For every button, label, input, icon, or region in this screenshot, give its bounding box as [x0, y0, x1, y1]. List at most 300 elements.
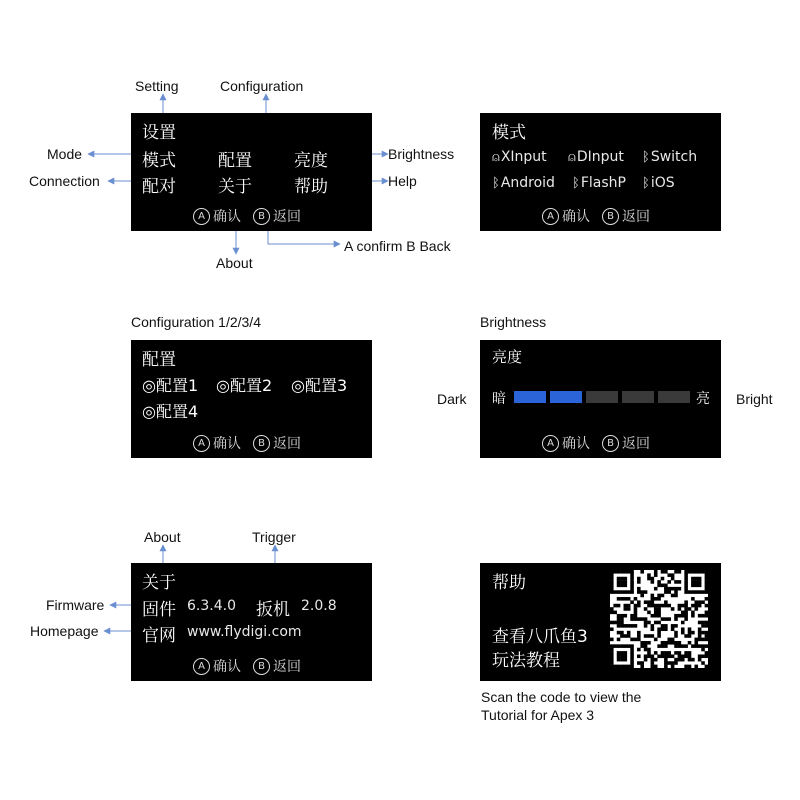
qr-module [610, 590, 614, 594]
qr-module [624, 597, 628, 601]
bright-char: 亮 [696, 391, 710, 407]
qr-module [671, 638, 675, 642]
mode-option-switch[interactable] [642, 149, 697, 165]
label-bright: Bright [736, 391, 773, 407]
bluetooth-icon: ᛒ [642, 176, 650, 191]
qr-module [613, 604, 617, 608]
about-title: 关于 [142, 573, 176, 593]
qr-module [671, 587, 675, 591]
qr-module [627, 590, 631, 594]
qr-module [624, 658, 628, 662]
qr-module [705, 570, 708, 574]
callout-configuration: Configuration [220, 78, 304, 94]
qr-module [627, 597, 631, 601]
config-item-1[interactable] [142, 373, 198, 396]
radio-icon: ◎ [291, 376, 305, 395]
settings-screen [131, 113, 372, 231]
qr-module [630, 590, 634, 594]
qr-module [657, 611, 661, 615]
qr-module [620, 631, 624, 635]
qr-module [637, 617, 641, 621]
qr-module [678, 614, 682, 618]
b-button-icon: B [253, 208, 270, 225]
qr-module [667, 661, 671, 665]
qr-module [694, 570, 698, 574]
qr-module [664, 600, 668, 604]
qr-module [684, 573, 688, 577]
qr-module [671, 577, 675, 581]
qr-module [688, 651, 692, 655]
mode-option-android[interactable] [492, 175, 555, 191]
qr-module [647, 654, 651, 658]
qr-module [684, 611, 688, 615]
qr-module [688, 590, 692, 594]
qr-module [698, 654, 702, 658]
qr-module [674, 631, 678, 635]
qr-module [691, 577, 695, 581]
qr-module [610, 654, 614, 658]
qr-module [701, 600, 705, 604]
b-button-icon: B [602, 435, 619, 452]
qr-module [640, 644, 644, 648]
qr-module [657, 597, 661, 601]
brightness-segment[interactable] [586, 391, 618, 403]
help-line-1: 查看八爪鱼3 [492, 627, 588, 647]
qr-module [651, 654, 655, 658]
back-hint[interactable]: 返回 [273, 209, 301, 225]
qr-module [657, 654, 661, 658]
qr-module [701, 631, 705, 635]
qr-module [667, 654, 671, 658]
qr-module [694, 600, 698, 604]
menu-item-brightness[interactable]: 亮度 [294, 151, 328, 171]
qr-module [678, 651, 682, 655]
qr-module [664, 651, 668, 655]
qr-module [694, 641, 698, 645]
qr-module [651, 658, 655, 662]
menu-item-help[interactable]: 帮助 [294, 177, 328, 197]
qr-module [684, 654, 688, 658]
qr-module [647, 648, 651, 652]
qr-module [684, 577, 688, 581]
qr-module [620, 665, 624, 668]
qr-module [651, 577, 655, 581]
qr-module [644, 624, 648, 628]
qr-module [644, 617, 648, 621]
qr-module [694, 577, 698, 581]
firmware-key: 固件 [142, 600, 176, 620]
qr-module [674, 587, 678, 591]
qr-module [617, 658, 621, 662]
qr-module [630, 661, 634, 665]
a-button-icon: A [193, 658, 210, 675]
qr-module [624, 644, 628, 648]
a-button-icon: A [193, 208, 210, 225]
qr-module [630, 580, 634, 584]
qr-module [651, 604, 655, 608]
footer-hints [542, 206, 650, 226]
help-title: 帮助 [492, 573, 526, 593]
qr-module [701, 590, 705, 594]
qr-module [624, 577, 628, 581]
qr-module [620, 590, 624, 594]
qr-module [694, 584, 698, 588]
qr-module [640, 617, 644, 621]
qr-module [644, 621, 648, 625]
back-hint[interactable]: 返回 [273, 659, 301, 675]
qr-module [654, 658, 658, 662]
callout-brightness: Brightness [388, 146, 455, 162]
mode-option-dinput[interactable] [568, 149, 624, 165]
mode-option-label: FlashP [580, 175, 626, 191]
qr-module [678, 580, 682, 584]
qr-module [620, 651, 624, 655]
qr-module [678, 658, 682, 662]
qr-module [681, 611, 685, 615]
qr-module [661, 651, 665, 655]
callout-setting: Setting [135, 78, 179, 94]
qr-module [617, 644, 621, 648]
mode-option-flashp[interactable] [572, 175, 626, 191]
qr-module [691, 584, 695, 588]
qr-module [647, 611, 651, 615]
qr-module [620, 621, 624, 625]
qr-module [674, 614, 678, 618]
help-screen [480, 563, 721, 681]
qr-module [624, 580, 628, 584]
qr-module [705, 665, 708, 668]
mode-screen [480, 113, 721, 231]
qr-module [624, 584, 628, 588]
qr-module [691, 570, 695, 574]
qr-module [620, 617, 624, 621]
qr-module [644, 658, 648, 662]
qr-module [688, 631, 692, 635]
qr-module [674, 570, 678, 574]
qr-module [624, 654, 628, 658]
qr-module [701, 621, 705, 625]
qr-module [644, 600, 648, 604]
back-hint[interactable]: 返回 [622, 209, 650, 225]
qr-module [701, 648, 705, 652]
qr-module [701, 614, 705, 618]
qr-module [634, 604, 638, 608]
trigger-key: 扳机 [256, 600, 290, 620]
qr-module [674, 624, 678, 628]
qr-module [617, 584, 621, 588]
qr-module [620, 658, 624, 662]
qr-module [640, 570, 644, 574]
qr-module [624, 614, 628, 618]
qr-module [617, 570, 621, 574]
qr-module [613, 570, 617, 574]
qr-module [651, 634, 655, 638]
qr-module [664, 665, 668, 668]
mode-title: 模式 [492, 123, 526, 143]
qr-module [630, 648, 634, 652]
qr-module [681, 621, 685, 625]
qr-module [644, 644, 648, 648]
brightness-screen [480, 340, 721, 458]
qr-module [701, 644, 705, 648]
qr-module [667, 604, 671, 608]
homepage-value[interactable]: www.flydigi.com [187, 624, 302, 640]
qr-module [654, 621, 658, 625]
qr-module [637, 661, 641, 665]
brightness-segment[interactable] [514, 391, 546, 403]
qr-module [664, 584, 668, 588]
qr-module [637, 648, 641, 652]
radio-icon: ◎ [142, 402, 156, 421]
back-hint[interactable]: 返回 [273, 436, 301, 452]
qr-module [701, 624, 705, 628]
qr-module [630, 570, 634, 574]
qr-module [661, 654, 665, 658]
qr-module [617, 665, 621, 668]
qr-module [678, 644, 682, 648]
qr-module [684, 584, 688, 588]
qr-module [654, 604, 658, 608]
qr-module [610, 570, 614, 574]
qr-module [705, 597, 708, 601]
qr-module [678, 604, 682, 608]
qr-module [688, 627, 692, 631]
qr-module [620, 597, 624, 601]
qr-module [691, 631, 695, 635]
b-button-icon: B [602, 208, 619, 225]
qr-module [630, 651, 634, 655]
qr-module [698, 584, 702, 588]
qr-module [698, 614, 702, 618]
qr-module [684, 570, 688, 574]
qr-module [694, 607, 698, 611]
mode-option-xinput[interactable] [492, 149, 547, 165]
bluetooth-icon: ᛒ [492, 176, 500, 191]
qr-module [688, 570, 692, 574]
menu-item-mode[interactable]: 模式 [142, 151, 176, 171]
confirm-hint[interactable]: 确认 [213, 659, 241, 675]
qr-module [624, 651, 628, 655]
qr-module [620, 614, 624, 618]
mode-option-label: XInput [500, 149, 547, 165]
qr-module [705, 590, 708, 594]
qr-module [627, 644, 631, 648]
qr-module [630, 584, 634, 588]
qr-module [691, 597, 695, 601]
qr-module [637, 580, 641, 584]
qr-module [644, 590, 648, 594]
config-item-label: 配置1 [155, 376, 199, 395]
callout-confirm-back: A confirm B Back [344, 238, 451, 254]
qr-module [681, 604, 685, 608]
qr-module [630, 573, 634, 577]
menu-item-about[interactable]: 关于 [218, 177, 252, 197]
qr-module [705, 587, 708, 591]
qr-module [671, 607, 675, 611]
qr-module [610, 644, 614, 648]
qr-module [678, 570, 682, 574]
gamepad-icon: ⍝ [568, 150, 576, 165]
qr-module [698, 570, 702, 574]
qr-module [647, 573, 651, 577]
menu-item-pair[interactable]: 配对 [142, 177, 176, 197]
qr-module [684, 587, 688, 591]
settings-title: 设置 [142, 123, 176, 143]
radio-icon: ◎ [142, 376, 156, 395]
brightness-segment[interactable] [550, 391, 582, 403]
qr-module [617, 597, 621, 601]
callout-help: Help [388, 173, 417, 189]
qr-module [630, 577, 634, 581]
qr-module [651, 627, 655, 631]
qr-module [698, 577, 702, 581]
qr-module [684, 634, 688, 638]
qr-module [651, 600, 655, 604]
qr-module [630, 587, 634, 591]
qr-module [657, 621, 661, 625]
qr-module [624, 665, 628, 668]
qr-module [671, 661, 675, 665]
qr-module [647, 641, 651, 645]
qr-module [613, 665, 617, 668]
qr-module [637, 577, 641, 581]
mode-option-label: Android [500, 175, 555, 191]
qr-module [654, 611, 658, 615]
qr-module [644, 654, 648, 658]
qr-module [705, 573, 708, 577]
qr-module [705, 614, 708, 618]
qr-module [664, 658, 668, 662]
brightness-segment[interactable] [622, 391, 654, 403]
qr-module [694, 665, 698, 668]
qr-module [654, 651, 658, 655]
qr-module [678, 641, 682, 645]
qr-module [678, 587, 682, 591]
qr-module [630, 617, 634, 621]
qr-module [620, 577, 624, 581]
qr-module [620, 570, 624, 574]
confirm-hint[interactable]: 确认 [562, 436, 590, 452]
qr-module [691, 644, 695, 648]
qr-module [667, 580, 671, 584]
qr-module [637, 600, 641, 604]
qr-module [657, 627, 661, 631]
confirm-hint[interactable]: 确认 [213, 209, 241, 225]
callout-about-2: About [144, 529, 181, 545]
qr-module [681, 631, 685, 635]
qr-module [634, 597, 638, 601]
qr-module [674, 617, 678, 621]
qr-module [674, 594, 678, 598]
menu-item-config[interactable]: 配置 [218, 151, 252, 171]
qr-module [620, 644, 624, 648]
qr-module [688, 665, 692, 668]
qr-module [684, 617, 688, 621]
qr-module [620, 654, 624, 658]
caption-brightness: Brightness [480, 314, 547, 330]
config-item-3[interactable] [291, 373, 347, 396]
config-item-4[interactable] [142, 399, 198, 422]
qr-module [634, 611, 638, 615]
qr-module [624, 590, 628, 594]
config-item-label: 配置2 [229, 376, 273, 395]
qr-module [674, 634, 678, 638]
qr-module [705, 577, 708, 581]
qr-module [657, 644, 661, 648]
qr-module [640, 594, 644, 598]
qr-module [651, 665, 655, 668]
callout-connection: Connection [29, 173, 100, 189]
qr-module [627, 607, 631, 611]
callout-homepage: Homepage [30, 623, 99, 639]
qr-module [657, 607, 661, 611]
qr-code-icon[interactable] [610, 570, 708, 668]
qr-module [688, 658, 692, 662]
qr-module [637, 590, 641, 594]
qr-module [617, 621, 621, 625]
qr-module [698, 638, 702, 642]
qr-module [657, 594, 661, 598]
confirm-hint[interactable]: 确认 [213, 436, 241, 452]
qr-module [664, 624, 668, 628]
qr-module [610, 587, 614, 591]
qr-module [617, 580, 621, 584]
a-button-icon: A [542, 208, 559, 225]
qr-module [705, 604, 708, 608]
qr-module [667, 617, 671, 621]
qr-module [610, 580, 614, 584]
brightness-segment[interactable] [658, 391, 690, 403]
qr-module [630, 654, 634, 658]
qr-module [667, 587, 671, 591]
qr-module [681, 654, 685, 658]
b-button-icon: B [253, 658, 270, 675]
qr-module [651, 624, 655, 628]
qr-module [678, 654, 682, 658]
qr-module [667, 590, 671, 594]
qr-module [691, 590, 695, 594]
qr-module [674, 590, 678, 594]
qr-module [610, 651, 614, 655]
confirm-hint[interactable]: 确认 [562, 209, 590, 225]
qr-module [627, 624, 631, 628]
qr-module [701, 661, 705, 665]
config-item-2[interactable] [216, 373, 272, 396]
qr-module [705, 638, 708, 642]
back-hint[interactable]: 返回 [622, 436, 650, 452]
qr-module [634, 624, 638, 628]
mode-option-ios[interactable] [642, 175, 675, 191]
qr-module [684, 614, 688, 618]
qr-module [661, 627, 665, 631]
help-line-2: 玩法教程 [492, 651, 560, 671]
qr-module [617, 654, 621, 658]
brightness-title: 亮度 [492, 348, 523, 366]
qr-module [657, 584, 661, 588]
qr-module [654, 607, 658, 611]
qr-module [661, 604, 665, 608]
qr-module [654, 665, 658, 668]
qr-module [684, 580, 688, 584]
qr-module [664, 644, 668, 648]
qr-module [705, 644, 708, 648]
qr-module [684, 651, 688, 655]
qr-module [630, 658, 634, 662]
qr-module [674, 641, 678, 645]
qr-module [610, 658, 614, 662]
config-item-label: 配置3 [304, 376, 348, 395]
qr-module [667, 641, 671, 645]
